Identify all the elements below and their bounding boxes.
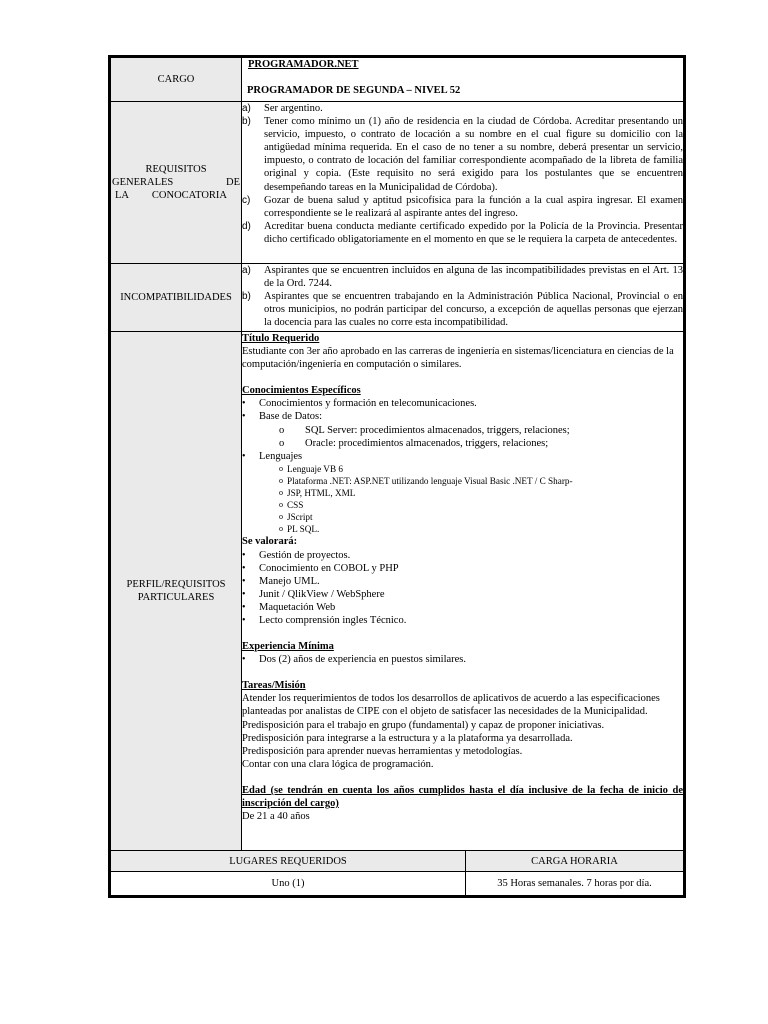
titulo-heading: Título Requerido (242, 333, 320, 344)
cargo-label: CARGO (111, 58, 242, 102)
perfil-label: PERFIL/REQUISITOS PARTICULARES (111, 332, 242, 851)
list-item: • Junit / QlikView / WebSphere (242, 588, 385, 600)
incompat-row (111, 264, 684, 332)
tareas-text: Contar con una clara lógica de programación. (242, 758, 434, 770)
lang-item: o Lenguaje VB 6 (279, 463, 343, 474)
valorara-heading: Se valorará: (242, 536, 298, 548)
cargo-title: PROGRAMADOR.NET (248, 59, 359, 70)
lang-item: o JScript (279, 512, 313, 523)
incompat-label: INCOMPATIBILIDADES (111, 264, 242, 332)
tareas-text: Predisposición para integrarse a la estructura y a la plataforma ya desarrollada. (242, 732, 573, 744)
main-table (110, 57, 684, 896)
tareas-text: Predisposición para aprender nuevas herramientas y metodologías. (242, 745, 523, 757)
requisitos-row (111, 102, 684, 264)
list-item: • Maquetación Web (242, 601, 336, 613)
incompat-item: a) Aspirantes que se encuentren incluidos en alguna de las incompatibilidades previstas en el Art. 13 de la Ord. 7244. (242, 265, 683, 290)
lugares-label: LUGARES REQUERIDOS (111, 851, 466, 872)
carga-label: CARGA HORARIA (466, 851, 684, 872)
list-item: • Conocimiento en COBOL y PHP (242, 562, 399, 574)
list-item: • Manejo UML. (242, 575, 320, 587)
job-posting-table (108, 55, 686, 898)
perfil-row (111, 332, 684, 851)
requisito-item: c) Gozar de buena salud y aptitud psicofísica para la función a la cual aspira ingresar. El examen correspondiente se le realizará al aspirante antes del ingreso. (242, 194, 683, 219)
lugares-value: Uno (1) (111, 872, 466, 896)
db-item: o Oracle: procedimientos almacenados, triggers, relaciones; (279, 437, 549, 449)
requisito-item: b) Tener como mínimo un (1) año de residencia en la ciudad de Córdoba. Acreditar presentando un servicio, impuesto, o contrato de locación a su nombre en el cual figure su domicilio con la antigüedad mínima requerida. En el caso de no tener a su nombre, deberá presentar un servicio, impuesto, o contrato de locación del familiar correspondiente acompañado de la libreta de familia original y copia. (Este requisito no será exigido para los postulantes que se encuentren desempeñando tareas en la Municipalidad de Córdoba). (242, 116, 683, 193)
requisito-item: d) Acreditar buena conducta mediante certificado expedido por la Policía de la Provincia. Presentar dicho certificado obligatoriamente en el momento en que se le requiera la carpeta de antecedentes. (242, 220, 683, 245)
tareas-text: Atender los requerimientos de todos los desarrollos de aplicativos de acuerdo a las especificaciones planteadas por analistas de CIPE con el objeto de satisfacer las necesidades de la Municipalidad. (242, 693, 660, 718)
edad-text: De 21 a 40 años (242, 811, 310, 823)
incompat-content (242, 264, 684, 332)
lang-item: o JSP, HTML, XML (279, 488, 356, 499)
perfil-content (242, 332, 684, 851)
lang-item: o Plataforma .NET: ASP.NET utilizando lenguaje Visual Basic .NET / C Sharp- (279, 475, 573, 486)
incompat-item: b) Aspirantes que se encuentren trabajando en la Administración Pública Nacional, Provincial o en otros municipios, no podrán participar del concurso, a excepción de aquellas personas que ejerzan la docencia para las cuales no corre esta incompatibilidad. (242, 291, 683, 329)
requisitos-content (242, 102, 684, 264)
tareas-heading: Tareas/Misión (242, 680, 306, 692)
requisito-item: a) Ser argentino. (242, 103, 323, 114)
lang-item: o PL SQL. (279, 524, 320, 535)
list-item: • Dos (2) años de experiencia en puestos similares. (242, 654, 467, 666)
list-item: • Base de Datos: (242, 411, 322, 423)
list-item: • Conocimientos y formación en telecomunicaciones. (242, 398, 477, 410)
lang-item: o CSS (279, 500, 304, 511)
cargo-content (242, 58, 684, 102)
cargo-subtitle: PROGRAMADOR DE SEGUNDA – NIVEL 52 (247, 85, 461, 97)
db-item: o SQL Server: procedimientos almacenados, triggers, relaciones; (279, 424, 570, 436)
titulo-text: Estudiante con 3er año aprobado en las carreras de ingeniería en sistemas/licenciatura en ciencias de la computación/ingeniería en computación o similares. (242, 346, 674, 371)
footer-value-row (111, 872, 684, 896)
tareas-text: Predisposición para el trabajo en grupo (fundamental) y capaz de proponer iniciativas. (242, 719, 605, 731)
requisitos-label: REQUISITOS GENERALES DE LA CONOCATORIA (111, 102, 242, 264)
list-item: • Lenguajes (242, 450, 303, 462)
conocimientos-heading: Conocimientos Específicos (242, 385, 361, 397)
carga-value: 35 Horas semanales. 7 horas por día. (466, 872, 684, 896)
cargo-row (111, 58, 684, 102)
list-item: • Gestión de proyectos. (242, 549, 351, 561)
experiencia-heading: Experiencia Mínima (242, 641, 334, 653)
footer-header-row (111, 851, 684, 872)
edad-heading: Edad (se tendrán en cuenta los años cumplidos hasta el día inclusive de la fecha de inicio de inscripción del cargo) (242, 784, 683, 809)
list-item: • Lecto comprensión ingles Técnico. (242, 614, 407, 626)
